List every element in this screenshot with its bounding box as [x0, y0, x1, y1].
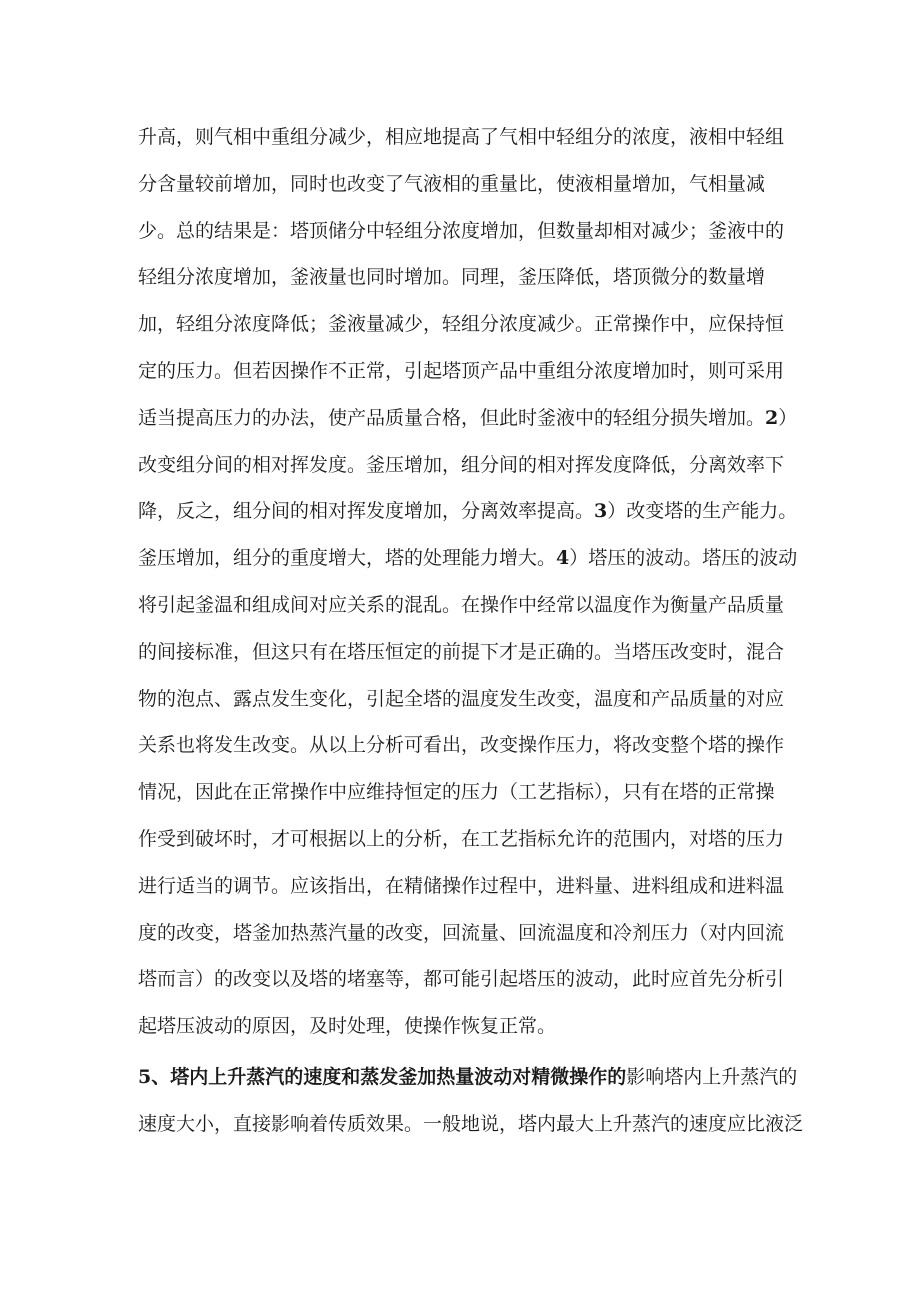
line-text: 降，反之，组分间的相对挥发度增加，分离效率提高。	[138, 500, 595, 523]
line-text: 分含量较前增加，同时也改变了气液相的重量比，使液相量增加，气相量减	[138, 172, 766, 195]
text-line	[138, 161, 788, 208]
text-line	[138, 722, 788, 769]
text-line	[138, 956, 788, 1003]
line-text: ）塔压的波动。塔压的波动	[569, 547, 798, 570]
line-text: 改变组分间的相对挥发度。釜压增加，组分间的相对挥发度降低，分离效率下	[138, 453, 785, 476]
text-line	[138, 769, 788, 816]
text-line	[138, 488, 798, 535]
text-line	[138, 208, 788, 255]
line-text: 釜压增加，组分的重度增大，塔的处理能力增大。	[138, 547, 557, 570]
line-text: 加，轻组分浓度降低；釜液量减少，轻组分浓度减少。正常操作中，应保持恒	[138, 313, 785, 336]
text-line	[138, 1003, 788, 1050]
text-line	[138, 301, 788, 348]
line-text: 情况，因此在正常操作中应维持恒定的压力（工艺指标），只有在塔的正常操	[138, 781, 775, 804]
text-line	[138, 676, 788, 723]
list-number: 3	[594, 500, 608, 523]
section-heading-line	[138, 1054, 798, 1101]
line-text: 塔而言）的改变以及塔的堵塞等，都可能引起塔压的波动，此时应首先分析引	[138, 968, 785, 991]
line-text: 度的改变，塔釜加热蒸汽量的改变，回流量、回流温度和冷剂压力（对内回流	[138, 921, 785, 944]
section-number: 5	[138, 1065, 152, 1088]
text-line	[138, 395, 798, 442]
line-text: 将引起釜温和组成间对应关系的混乱。在操作中经常以温度作为衡量产品质量	[138, 593, 785, 616]
list-number: 2	[765, 406, 779, 429]
text-line	[138, 816, 788, 863]
text-line	[138, 114, 788, 161]
text-line	[138, 1101, 804, 1148]
text-line	[138, 348, 788, 395]
line-text: ）	[778, 406, 798, 429]
text-line	[138, 254, 788, 301]
text-line	[138, 863, 788, 910]
body-text	[138, 114, 804, 1148]
line-text: 影响塔内上升蒸汽的	[626, 1065, 798, 1088]
text-line	[138, 535, 798, 582]
line-text: 起塔压波动的原因，及时处理，使操作恢复正常。	[138, 1015, 557, 1038]
section-heading: 、塔内上升蒸汽的速度和蒸发釜加热量波动对精微操作的	[151, 1065, 627, 1088]
line-text: 关系也将发生改变。从以上分析可看出，改变操作压力，将改变整个塔的操作	[138, 734, 785, 757]
line-text: 升高，则气相中重组分减少，相应地提高了气相中轻组分的浓度，液相中轻组	[138, 126, 785, 148]
list-number: 4	[556, 547, 570, 570]
line-text: 适当提高压力的办法，使产品质量合格，但此时釜液中的轻组分损失增加。	[138, 406, 766, 429]
text-line	[138, 629, 788, 676]
line-text: 物的泡点、露点发生变化，引起全塔的温度发生改变，温度和产品质量的对应	[138, 687, 785, 710]
line-text: 的间接标准，但这只有在塔压恒定的前提下才是正确的。当塔压改变时，混合	[138, 640, 785, 663]
text-line	[138, 910, 788, 957]
line-text: 定的压力。但若因操作不正常，引起塔顶产品中重组分浓度增加时，则可采用	[138, 359, 785, 382]
line-text: 作受到破坏时，才可根据以上的分析，在工艺指标允许的范围内，对塔的压力	[138, 827, 785, 850]
line-text: 少。总的结果是：塔顶储分中轻组分浓度增加，但数量却相对减少；釜液中的	[138, 219, 785, 242]
line-text: 进行适当的调节。应该指出，在精储操作过程中，进料量、进料组成和进料温	[138, 874, 785, 897]
line-text: ）改变塔的生产能力。	[607, 500, 798, 523]
text-line	[138, 442, 788, 489]
line-text: 速度大小，直接影响着传质效果。一般地说，塔内最大上升蒸汽的速度应比液泛	[138, 1112, 804, 1135]
text-line	[138, 582, 788, 629]
line-text: 轻组分浓度增加，釜液量也同时增加。同理，釜压降低，塔顶微分的数量增	[138, 266, 766, 289]
